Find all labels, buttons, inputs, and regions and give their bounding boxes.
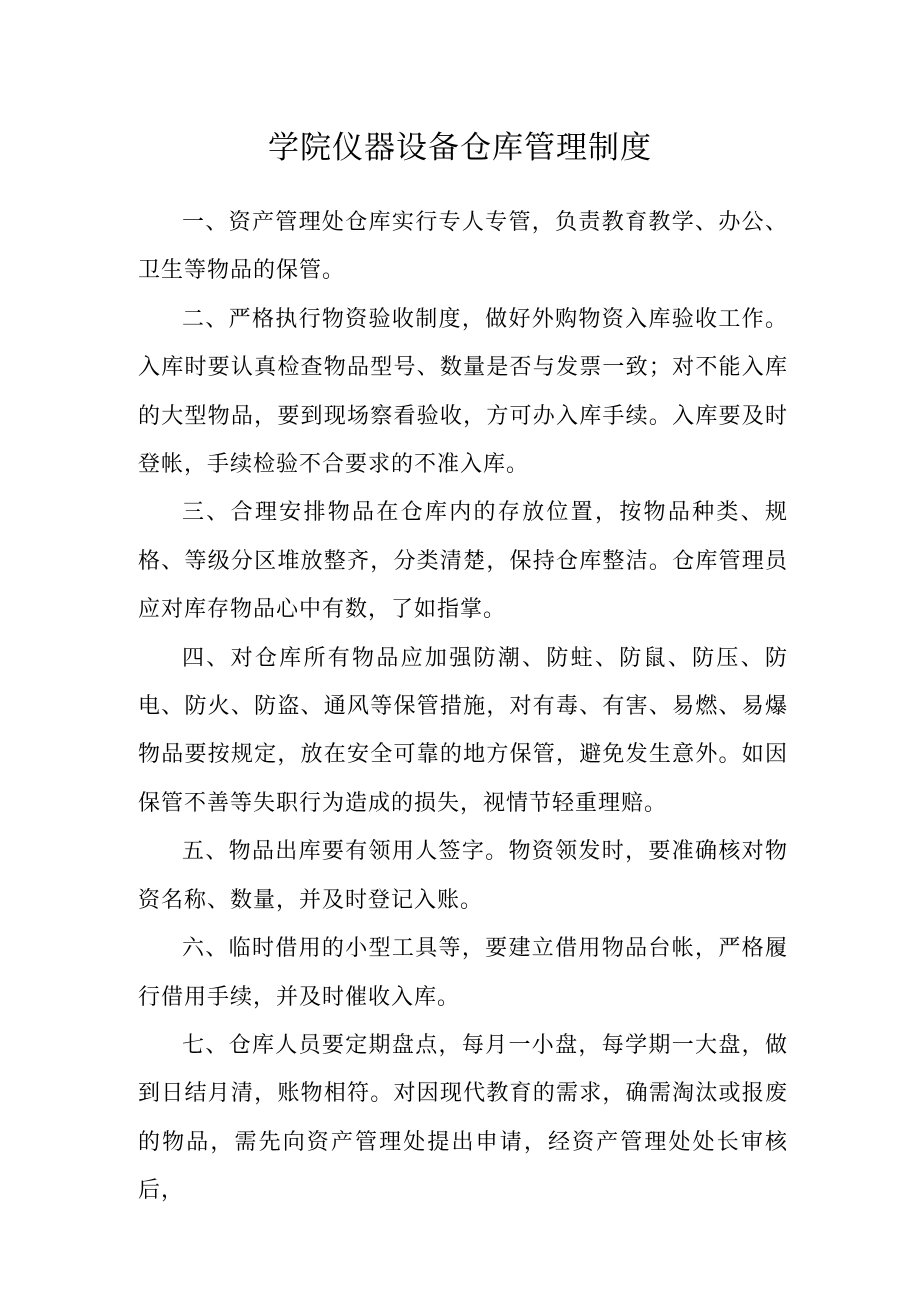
paragraph-1: 一、资产管理处仓库实行专人专管，负责教育教学、办公、卫生等物品的保管。 <box>138 210 788 284</box>
paragraph-5: 五、物品出库要有领用人签字。物资领发时，要准确核对物资名称、数量，并及时登记入账。 <box>138 839 788 913</box>
document-body <box>138 199 788 1216</box>
paragraph-3: 三、合理安排物品在仓库内的存放位置，按物品种类、规格、等级分区堆放整齐，分类清楚，保持仓库整洁。仓库管理员应对库存物品心中有数，了如指掌。 <box>138 500 788 623</box>
document-title: 学院仪器设备仓库管理制度 <box>268 130 652 166</box>
paragraph-4: 四、对仓库所有物品应加强防潮、防蛀、防鼠、防压、防电、防火、防盗、通风等保管措施，对有毒、有害、易燃、易爆物品要按规定，放在安全可靠的地方保管，避免发生意外。如因保管不善等失职行为造成的损失，视情节轻重理赔。 <box>138 645 788 816</box>
paragraph-7: 七、仓库人员要定期盘点，每月一小盘，每学期一大盘，做到日结月清，账物相符。对因现代教育的需求，确需淘汰或报废的物品，需先向资产管理处提出申请，经资产管理处处长审核后， <box>138 1032 788 1204</box>
paragraph-6: 六、临时借用的小型工具等，要建立借用物品台帐，严格履行借用手续，并及时催收入库。 <box>138 936 788 1010</box>
paragraph-2: 二、严格执行物资验收制度，做好外购物资入库验收工作。入库时要认真检查物品型号、数量是否与发票一致；对不能入库的大型物品，要到现场察看验收，方可办入库手续。入库要及时登帐，手续检验不合要求的不准入库。 <box>138 306 788 478</box>
